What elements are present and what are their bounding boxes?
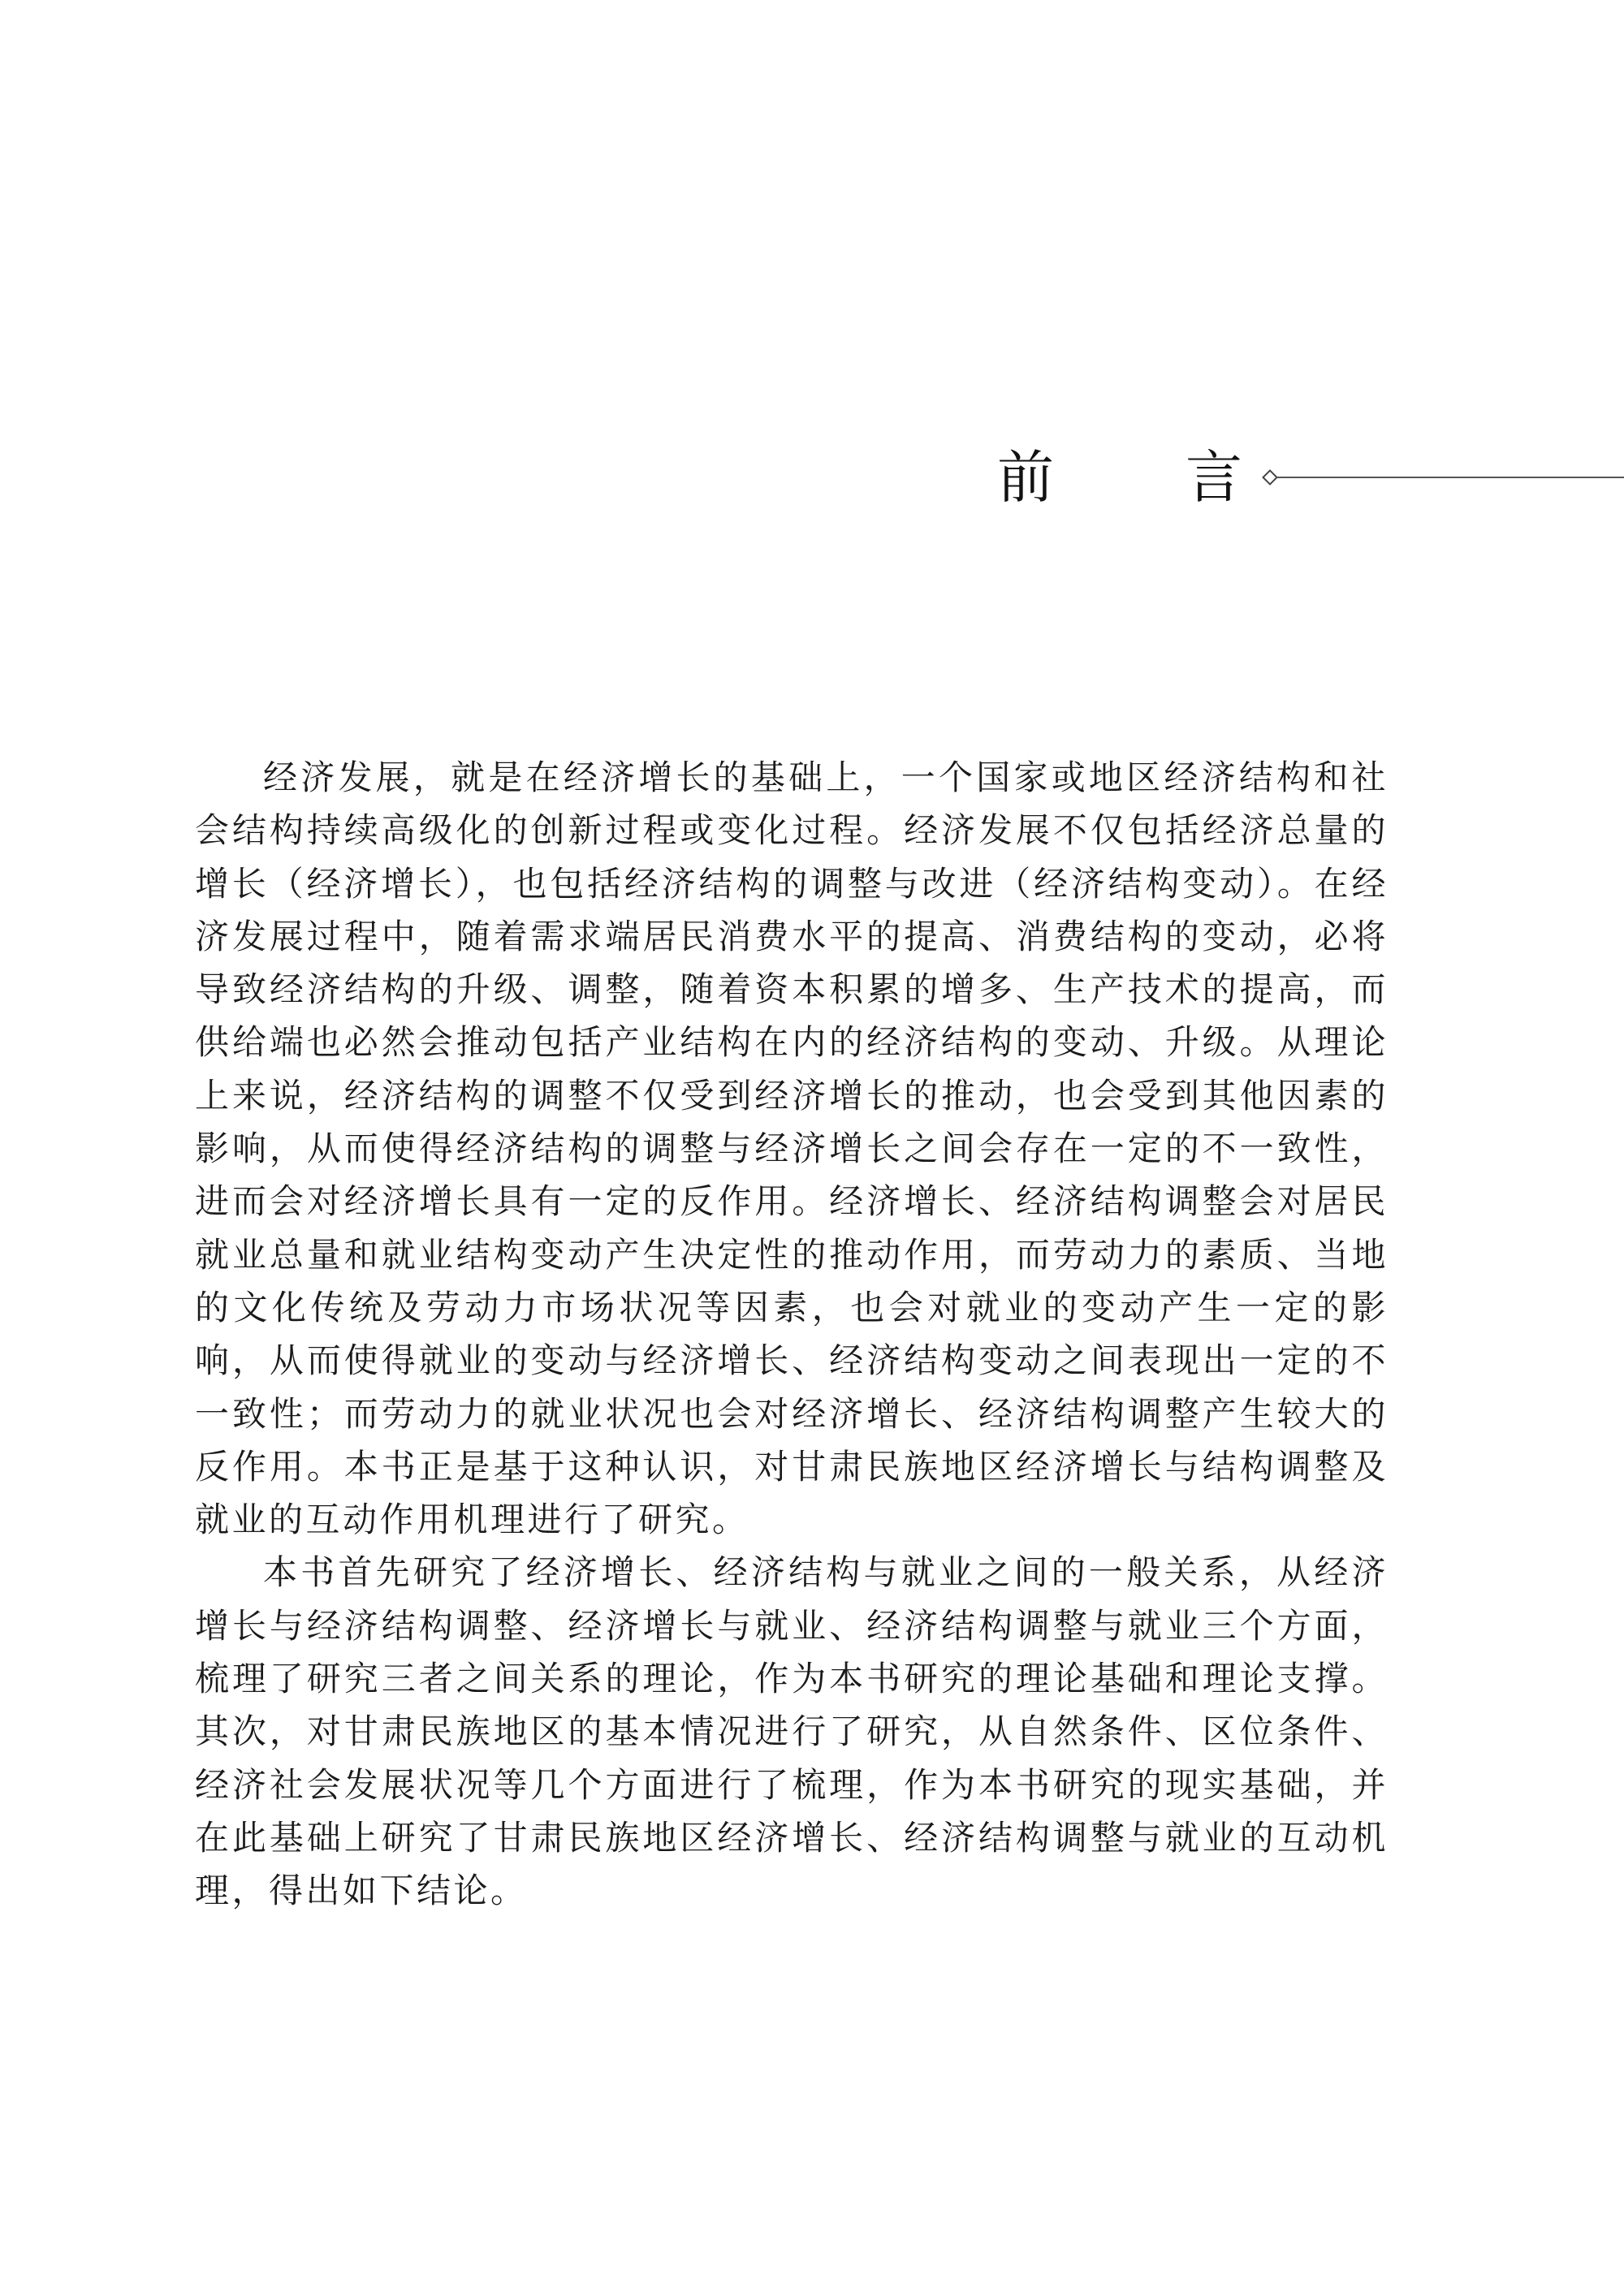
heading-rule-line — [1276, 477, 1624, 478]
body-text — [195, 751, 1389, 1918]
paragraph-1: 经济发展，就是在经济增长的基础上，一个国家或地区经济结构和社会结构持续高级化的创新过程或变化过程。经济发展不仅包括经济总量的增长（经济增长），也包括经济结构的调整与改进（经济结构变动）。在经济发展过程中，随着需求端居民消费水平的提高、消费结构的变动，必将导致经济结构的升级、调整，随着资本积累的增多、生产技术的提高，而供给端也必然会推动包括产业结构在内的经济结构的变动、升级。从理论上来说，经济结构的调整不仅受到经济增长的推动，也会受到其他因素的影响，从而使得经济结构的调整与经济增长之间会存在一定的不一致性，进而会对经济增长具有一定的反作用。经济增长、经济结构调整会对居民就业总量和就业结构变动产生决定性的推动作用，而劳动力的素质、当地的文化传统及劳动力市场状况等因素，也会对就业的变动产生一定的影响，从而使得就业的变动与经济增长、经济结构变动之间表现出一定的不一致性；而劳动力的就业状况也会对经济增长、经济结构调整产生较大的反作用。本书正是基于这种认识，对甘肃民族地区经济增长与结构调整及就业的互动作用机理进行了研究。 — [195, 757, 1389, 1540]
heading-char-1: 前 — [997, 444, 1054, 511]
heading-char-2: 言 — [1186, 444, 1242, 511]
paragraph-2: 本书首先研究了经济增长、经济结构与就业之间的一般关系，从经济增长与经济结构调整、经济增长与就业、经济结构调整与就业三个方面，梳理了研究三者之间关系的理论，作为本书研究的理论基础和理论支撑。其次，对甘肃民族地区的基本情况进行了研究，从自然条件、区位条件、经济社会发展状况等几个方面进行了梳理，作为本书研究的现实基础，并在此基础上研究了甘肃民族地区经济增长、经济结构调整与就业的互动机理，得出如下结论。 — [195, 1552, 1389, 1911]
heading-diamond-ornament — [1262, 469, 1278, 486]
chapter-heading — [997, 445, 1624, 510]
